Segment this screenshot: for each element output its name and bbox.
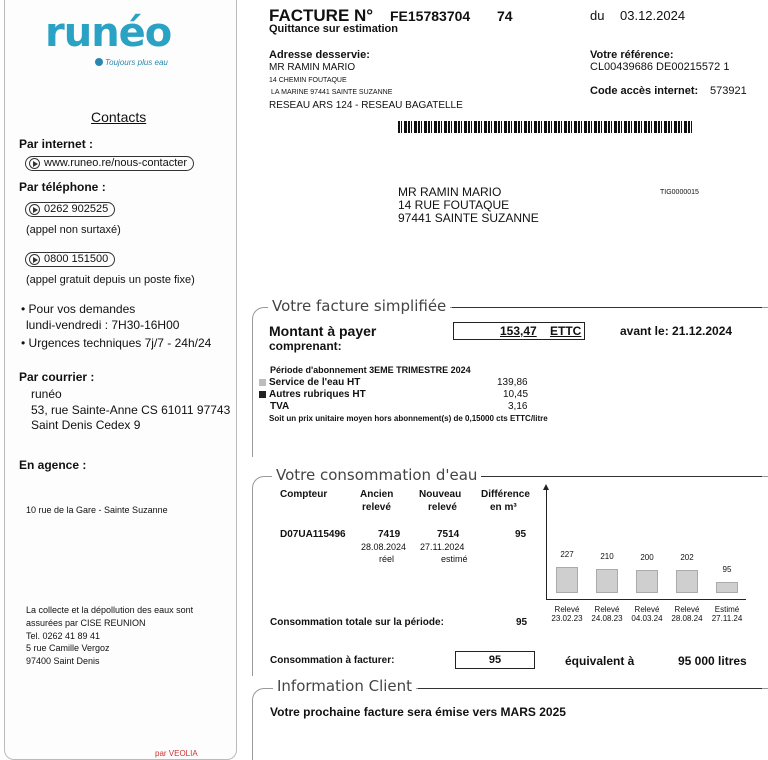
phone-1-link[interactable] [25, 202, 115, 217]
internet-url: www.runeo.re/nous-contacter [44, 157, 188, 169]
billed-label: Consommation à facturer: [270, 655, 395, 666]
reference-value: CL00439686 DE00215572 1 [590, 61, 730, 73]
divider [452, 307, 762, 308]
reference-label: Votre référence: [590, 49, 674, 61]
chart-y-axis [546, 488, 547, 600]
bar-value-label: 210 [600, 552, 614, 561]
invoice-suffix: 74 [497, 8, 513, 24]
bar-value-label: 202 [680, 553, 694, 562]
meter-id: D07UA115496 [280, 529, 346, 540]
postal-barcode [398, 121, 694, 133]
veolia-brand: par VEOLIA [155, 749, 198, 758]
internet-label: Par internet : [19, 137, 94, 151]
mail-line-1: runéo [31, 387, 62, 401]
contacts-title: Contacts [91, 109, 147, 125]
divider [478, 476, 762, 477]
collect-line-2: assurées par CISE REUNION [26, 618, 146, 628]
line-tva-value: 3,16 [508, 401, 528, 412]
recipient-name: MR RAMIN MARIO [398, 185, 502, 199]
nouveau-date: 27.11.2024 [420, 542, 465, 552]
consumption-bar [596, 569, 618, 593]
consumption-bar [716, 582, 738, 593]
bar-category-label: Relevé 04.03.24 [631, 605, 663, 623]
phone-2-note: (appel gratuit depuis un poste fixe) [26, 274, 195, 286]
logo-wordmark: runéo [45, 10, 172, 56]
chart-x-axis [546, 599, 746, 600]
line-autres-value: 10,45 [503, 389, 529, 400]
water-drop-icon [95, 58, 103, 66]
difference-value: 95 [515, 529, 527, 540]
recipient-city: 97441 SAINTE SUZANNE [398, 211, 539, 225]
billed-value: 95 [455, 651, 535, 669]
nouveau-type: estimé [441, 554, 468, 564]
total-label: Consommation totale sur la période: [270, 617, 444, 628]
invoice-summary-title: Votre facture simplifiée [268, 297, 450, 315]
phone-2-number: 0800 151500 [44, 253, 109, 265]
line-tva-label: TVA [270, 401, 290, 412]
collect-line-3: Tel. 0262 41 89 41 [26, 631, 101, 641]
address-network: RESEAU ARS 124 - RESEAU BAGATELLE [269, 100, 463, 111]
nouveau-value: 7514 [437, 529, 460, 540]
line-service-value: 139,86 [497, 377, 528, 388]
amount-box [453, 322, 585, 340]
invoice-title: FACTURE N° [269, 6, 374, 25]
date-label: du [590, 8, 605, 23]
hours-line-2: lundi-vendredi : 7H30-16H00 [26, 318, 180, 332]
mail-line-3: Saint Denis Cedex 9 [31, 418, 141, 432]
autres-legend-square [259, 391, 266, 398]
bar-category-label: Relevé 23.02.23 [551, 605, 583, 623]
subscription-period: Période d'abonnement 3EME TRIMESTRE 2024 [270, 365, 471, 375]
address-line-2: LA MARINE 97441 SAINTE SUZANNE [271, 89, 393, 96]
col-compteur: Compteur [280, 489, 328, 500]
internet-link[interactable] [25, 156, 194, 171]
col-diff-2: en m³ [490, 502, 517, 513]
amount-value: 153,47 [500, 324, 537, 338]
ancien-value: 7419 [378, 529, 401, 540]
bar-value-label: 227 [560, 550, 574, 559]
unit-price-note: Soit un prix unitaire moyen hors abonnement(s) de 0,15000 cts ETTC/litre [269, 414, 548, 423]
phone-2-link[interactable] [25, 252, 115, 267]
equivalent-value: 95 000 litres [678, 654, 747, 668]
hours-line-3: • Urgences techniques 7j/7 - 24h/24 [21, 336, 212, 350]
comprenant-label: comprenant: [269, 339, 342, 353]
line-service [259, 377, 360, 388]
logo-tagline: Toujours plus eau [105, 58, 168, 67]
hours-line-1: • Pour vos demandes [21, 302, 136, 316]
line-autres [259, 389, 366, 400]
col-ancien-1: Ancien [360, 489, 394, 500]
col-diff-1: Différence [481, 489, 530, 500]
phone-1-number: 0262 902525 [44, 203, 109, 215]
mail-label: Par courrier : [19, 370, 95, 384]
address-label: Adresse desservie: [269, 49, 370, 61]
access-code-value: 573921 [710, 85, 747, 97]
ancien-date: 28.08.2024 [361, 542, 407, 552]
phone-label: Par téléphone : [19, 180, 106, 194]
service-legend-square [259, 379, 266, 386]
client-info-frame [252, 688, 768, 760]
phone-1-note: (appel non surtaxé) [26, 224, 121, 236]
consumption-bar [676, 570, 698, 593]
invoice-date: 03.12.2024 [620, 8, 686, 23]
col-nouveau-2: relevé [428, 502, 457, 513]
recipient-street: 14 RUE FOUTAQUE [398, 198, 510, 212]
next-invoice-message: Votre prochaine facture sera émise vers MARS 2025 [270, 705, 566, 719]
amount-unit: ETTC [550, 324, 582, 338]
bar-value-label: 200 [640, 553, 654, 562]
bar-category-label: Estimé 27.11.24 [711, 605, 743, 623]
consumption-title: Votre consommation d'eau [272, 466, 481, 484]
play-icon [29, 204, 40, 215]
bar-value-label: 95 [722, 565, 732, 574]
line-autres-label: Autres rubriques HT [269, 389, 366, 400]
invoice-number: FE15783704 [390, 8, 471, 24]
due-date: avant le: 21.12.2024 [620, 324, 733, 338]
col-nouveau-1: Nouveau [419, 489, 462, 500]
agency-label: En agence : [19, 458, 87, 472]
col-ancien-2: relevé [362, 502, 391, 513]
bar-category-label: Relevé 28.08.24 [671, 605, 703, 623]
divider [418, 688, 762, 689]
contacts-sidebar [4, 0, 237, 760]
address-name: MR RAMIN MARIO [269, 62, 356, 73]
client-info-title: Information Client [273, 677, 416, 695]
consumption-bar [636, 570, 658, 593]
collect-line-5: 97400 Saint Denis [26, 656, 100, 666]
collect-line-1: La collecte et la dépollution des eaux sont [26, 605, 194, 615]
total-value: 95 [516, 617, 528, 628]
mail-line-2: 53, rue Sainte-Anne CS 61011 97743 [31, 403, 231, 417]
play-icon [29, 254, 40, 265]
access-code-label: Code accès internet: [590, 85, 699, 97]
recipient-code: TIG0000015 [660, 189, 699, 196]
collect-line-4: 5 rue Camille Vergoz [26, 643, 110, 653]
address-line-1: 14 CHEMIN FOUTAQUE [269, 77, 347, 84]
invoice-subtitle: Quittance sur estimation [269, 23, 398, 35]
bar-category-label: Relevé 24.08.23 [591, 605, 623, 623]
line-service-label: Service de l'eau HT [269, 377, 361, 388]
ancien-type: réel [379, 554, 395, 564]
amount-label: Montant à payer [269, 323, 377, 339]
play-icon [29, 158, 40, 169]
equivalent-label: équivalent à [565, 654, 635, 668]
consumption-bar [556, 567, 578, 593]
runeo-logo [45, 10, 205, 72]
agency-address: 10 rue de la Gare - Sainte Suzanne [26, 505, 168, 515]
